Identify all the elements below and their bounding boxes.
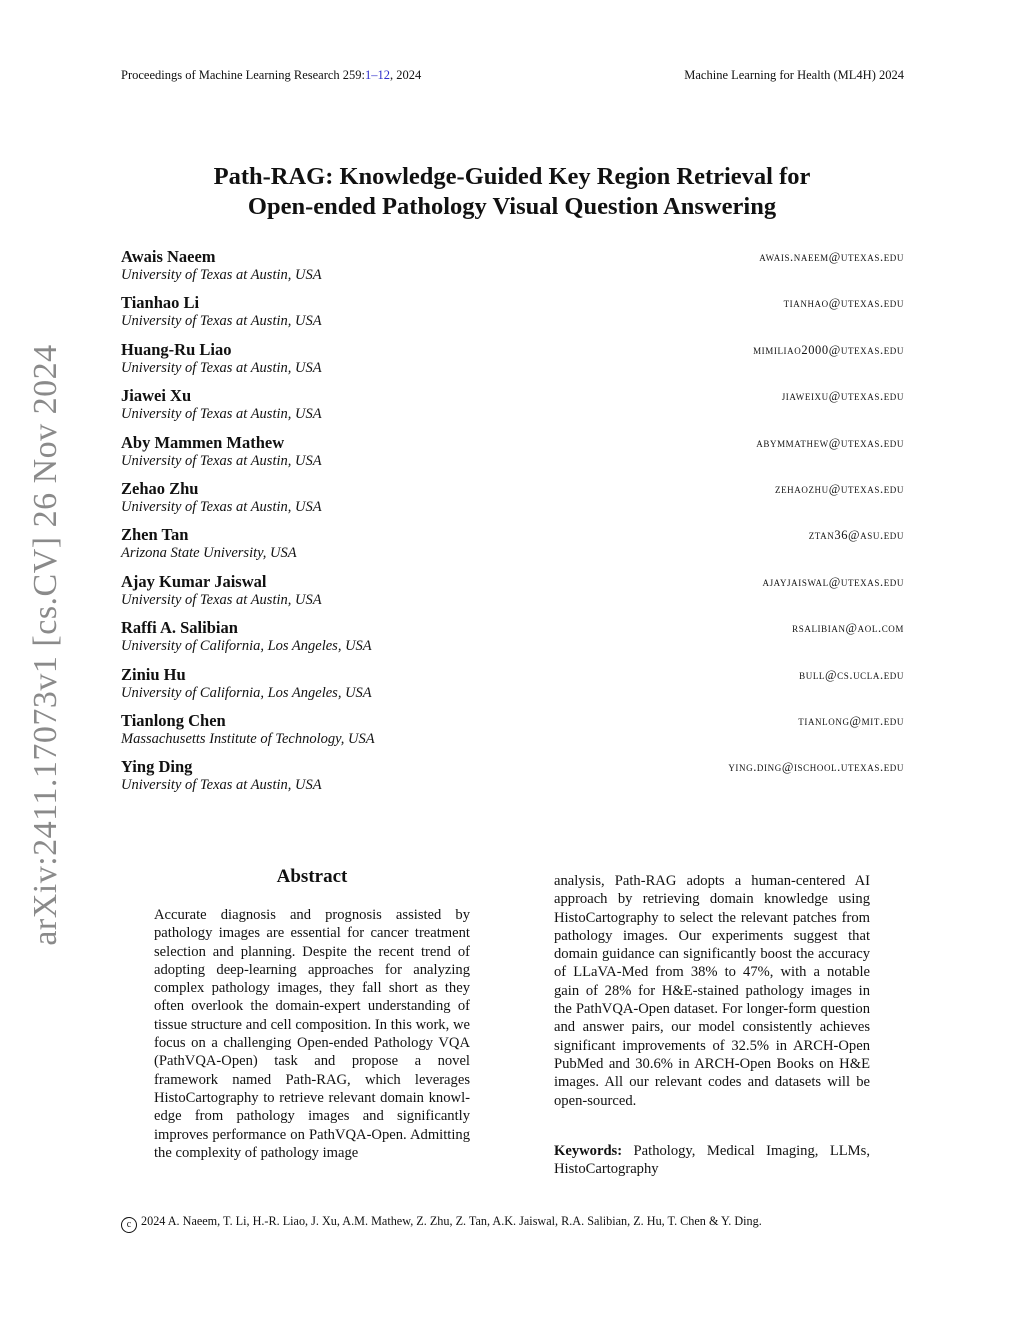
- title-line-2: Open-ended Pathology Visual Question Answering: [247, 193, 777, 220]
- page-range-link[interactable]: 1–12: [365, 68, 391, 82]
- author-affiliation: University of Texas at Austin, USA: [121, 452, 322, 469]
- abstract-column-left: [154, 906, 470, 1162]
- author-block: [121, 757, 904, 803]
- author-email[interactable]: mimiliao2000@utexas.edu: [753, 342, 904, 357]
- author-affiliation: University of Texas at Austin, USA: [121, 267, 322, 283]
- author-affiliation: University of California, Los Angeles, USA: [121, 638, 372, 655]
- author-email[interactable]: bull@cs.ucla.edu: [799, 667, 904, 682]
- author-name: Jiawei Xu: [121, 386, 192, 406]
- author-block: [121, 386, 904, 432]
- author-affiliation: Massachusetts Institute of Technology, USA: [121, 730, 375, 747]
- author-email[interactable]: tianhao@utexas.edu: [783, 296, 904, 311]
- author-affiliation: University of Texas at Austin, USA: [121, 777, 322, 794]
- author-name: Aby Mammen Mathew: [121, 432, 285, 452]
- author-block: [121, 433, 904, 479]
- author-block: [121, 293, 904, 339]
- copyright-icon: c: [121, 1217, 137, 1233]
- author-affiliation: University of Texas at Austin, USA: [121, 591, 322, 608]
- author-email[interactable]: abymmathew@utexas.edu: [756, 435, 904, 450]
- author-block: [121, 340, 904, 386]
- author-block: [121, 572, 904, 618]
- proceedings-label: Proceedings of Machine Learning Research 259:: [121, 68, 366, 82]
- author-affiliation: University of Texas at Austin, USA: [121, 313, 322, 330]
- author-block: [121, 665, 904, 711]
- author-affiliation: University of California, Los Angeles, USA: [121, 684, 372, 701]
- author-name: Tianhao Li: [121, 293, 200, 313]
- author-email[interactable]: ajayjaiswal@utexas.edu: [762, 574, 904, 589]
- author-block: [121, 711, 904, 757]
- author-name: Ajay Kumar Jaiswal: [121, 571, 267, 591]
- copyright-text: 2024 A. Naeem, T. Li, H.-R. Liao, J. Xu, A.M. Mathew, Z. Zhu, Z. Tan, A.K. Jaiswal, R.A. Salibian, Z. Hu, T. Chen & Y. Ding.: [141, 1214, 762, 1228]
- keywords-block: [554, 1142, 870, 1179]
- keywords-label: Keywords:: [554, 1143, 623, 1159]
- author-email[interactable]: ztan36@asu.edu: [808, 528, 904, 543]
- keywords-list: Pathology, Medical Imaging, LLMs, HistoCartography: [554, 1143, 870, 1178]
- author-email[interactable]: awais.naeem@utexas.edu: [759, 250, 904, 264]
- title-line-1: Path-RAG: Knowledge-Guided Key Region Retrieval for: [213, 163, 811, 190]
- author-affiliation: University of Texas at Austin, USA: [121, 406, 322, 423]
- author-name: Awais Naeem: [121, 247, 216, 266]
- author-name: Raffi A. Salibian: [121, 618, 238, 638]
- author-email[interactable]: zehaozhu@utexas.edu: [774, 481, 904, 496]
- author-email[interactable]: tianlong@mit.edu: [798, 713, 904, 728]
- author-name: Huang-Ru Liao: [121, 339, 232, 359]
- author-affiliation: University of Texas at Austin, USA: [121, 498, 322, 515]
- arxiv-identifier-stamp: arXiv:2411.17073v1 [cs.CV] 26 Nov 2024: [27, 344, 64, 946]
- author-name: Zhen Tan: [121, 525, 189, 545]
- author-email[interactable]: jiaweixu@utexas.edu: [781, 389, 904, 404]
- author-list: [121, 247, 904, 804]
- paper-title: [120, 162, 904, 222]
- abstract-text-left: Accurate diagnosis and prognosis assisted by pathology images are essential for cancer treatment selection and planning. Despite the recent trend of adopting deep-learning approaches for analyzing complex pathology images, they fall short as they often overlook the domain-expert understanding of tissue structure and cell composition. In this work, we focus on a challenging Open-ended Pathology VQA (PathVQA-Open) task and propose a novel framework named Path-RAG, which leverages HistoCartography to retrieve relevant domain knowledge from pathology images and significantly improves performance on PathVQA-Open. Admitting the complexity of pathology image: [154, 907, 470, 1161]
- author-name: Ziniu Hu: [121, 664, 186, 684]
- author-name: Tianlong Chen: [121, 710, 226, 730]
- abstract-column-right: [554, 872, 870, 1110]
- author-affiliation: University of Texas at Austin, USA: [121, 359, 322, 376]
- running-header-right: Machine Learning for Health (ML4H) 2024: [684, 68, 904, 82]
- author-email[interactable]: ying.ding@ischool.utexas.edu: [728, 760, 904, 775]
- author-block: [121, 525, 904, 571]
- copyright-notice: [121, 1214, 762, 1233]
- abstract-heading: Abstract: [276, 866, 348, 887]
- abstract-text-right: analysis, Path-RAG adopts a human-centered AI approach by retrieving domain knowledge using HistoCartography to select the relevant patches from pathology images. Our experiments suggest that domain guidance can significantly boost the accuracy of LLaVA-Med from 38% to 47%, with a notable gain of 28% for H&E-stained pathology images in the PathVQA-Open dataset. For longer-form question and answer pairs, our model consistently achieves significant improvements of 32.5% in ARCH-Open PubMed and 30.6% in ARCH-Open Books on H&E images. All our relevant codes and datasets will be open-sourced.: [554, 873, 870, 1109]
- author-name: Ying Ding: [121, 757, 193, 777]
- author-block: [121, 479, 904, 525]
- author-block: [121, 247, 904, 293]
- author-name: Zehao Zhu: [121, 478, 199, 498]
- author-email[interactable]: rsalibian@aol.com: [792, 621, 904, 636]
- running-header-left: [121, 68, 421, 83]
- author-affiliation: Arizona State University, USA: [121, 545, 297, 562]
- proceedings-year: , 2024: [390, 68, 422, 82]
- author-block: [121, 618, 904, 664]
